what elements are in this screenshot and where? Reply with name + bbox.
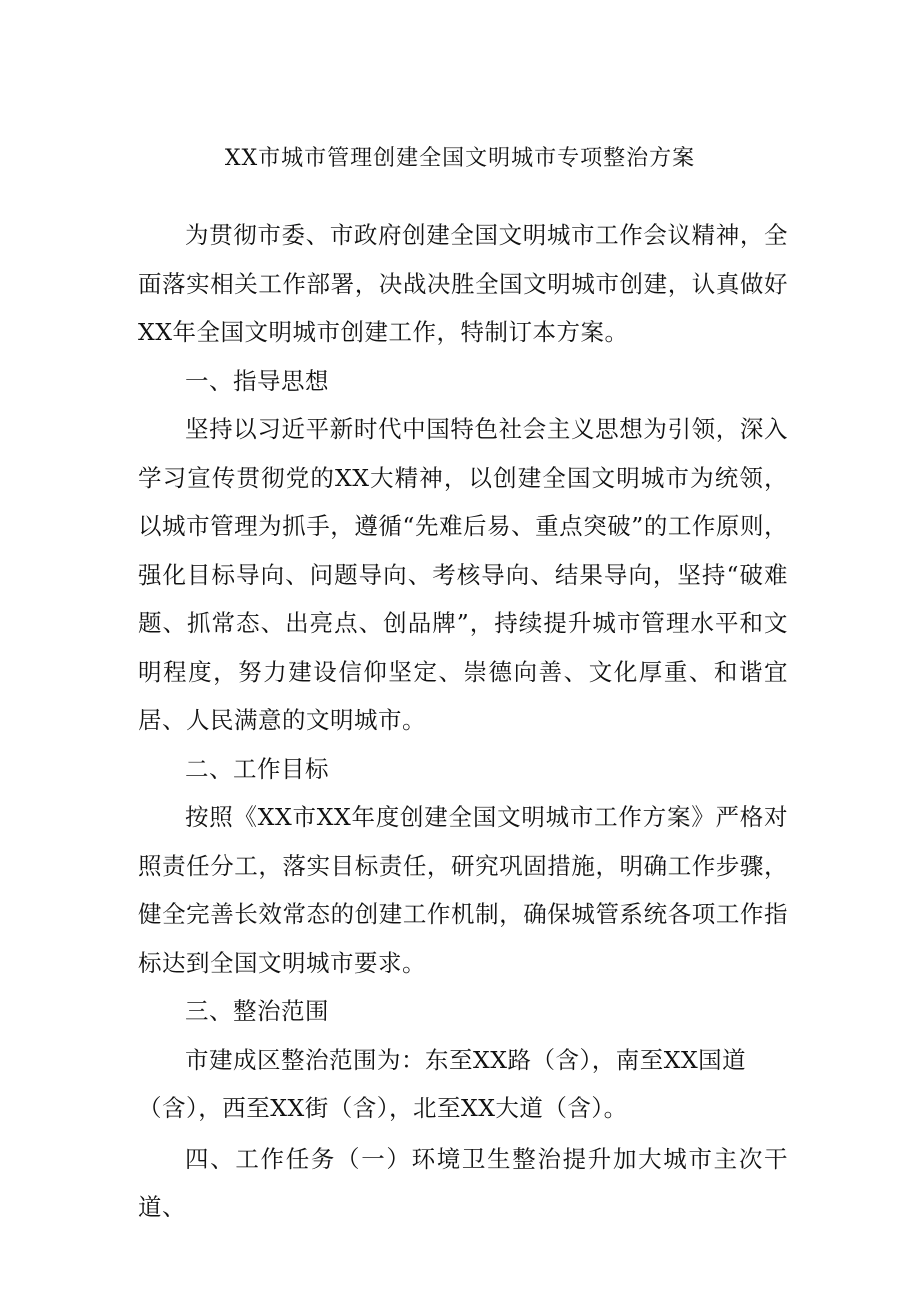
work-goals-paragraph: 按照《XX市XX年度创建全国文明城市工作方案》严格对照责任分工，落实目标责任，研究巩固措施，明确工作步骤，健全完善长效常态的创建工作机制，确保城管系统各项工作指标达到全国文明城市要求。 (138, 803, 788, 977)
work-tasks-paragraph: 四、工作任务（一）环境卫生整治提升加大城市主次干道、 (138, 1144, 788, 1221)
section-heading-scope: 三、整治范围 (185, 997, 329, 1025)
scope-paragraph: 市建成区整治范围为：东至XX路（含），南至XX国道（含），西至XX街（含），北至XX大道（含）。 (138, 1045, 747, 1122)
section-heading-work-goals: 二、工作目标 (185, 754, 329, 783)
document-body (138, 211, 788, 1232)
intro-paragraph: 为贯彻市委、市政府创建全国文明城市工作会议精神，全面落实相关工作部署，决战决胜全国文明城市创建，认真做好XX年全国文明城市创建工作，特制订本方案。 (138, 221, 788, 346)
guiding-ideology-paragraph: 坚持以习近平新时代中国特色社会主义思想为引领，深入学习宣传贯彻党的XX大精神，以创建全国文明城市为统领，以城市管理为抓手，遵循“先难后易、重点突破”的工作原则，强化目标导向、问题导向、考核导向、结果导向，坚持“破难题、抓常态、出亮点、创品牌”，持续提升城市管理水平和文明程度，努力建设信仰坚定、崇德向善、文化厚重、和谐宜居、人民满意的文明城市。 (138, 415, 788, 734)
section-heading-guiding-ideology: 一、指导思想 (185, 366, 329, 395)
document-title: XX市城市管理创建全国文明城市专项整治方案 (224, 146, 696, 171)
